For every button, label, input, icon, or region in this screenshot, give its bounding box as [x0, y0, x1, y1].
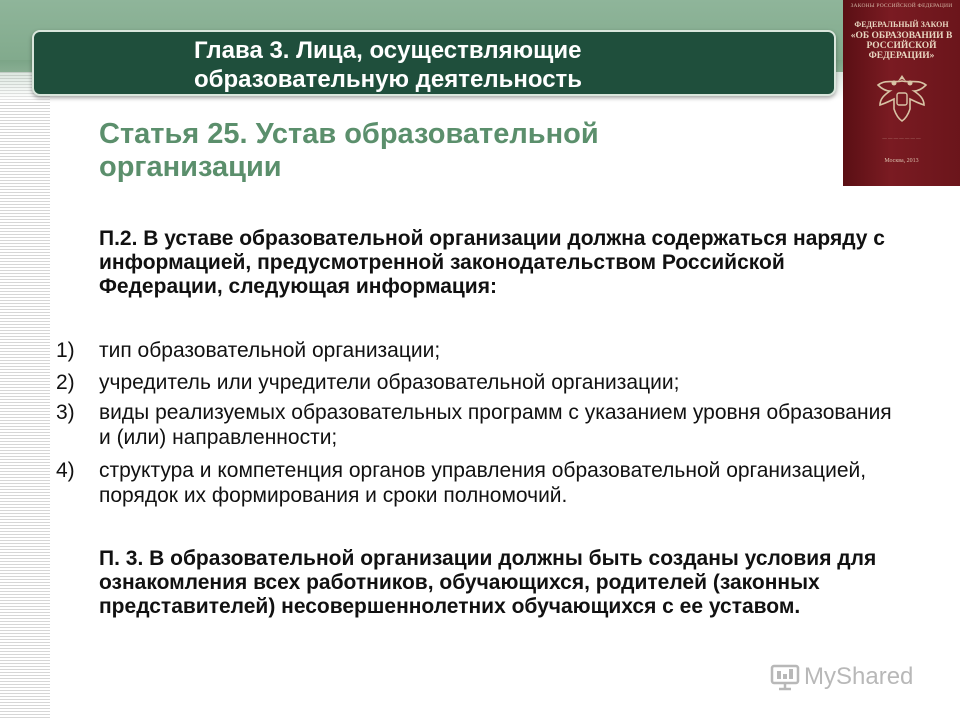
- book-small-print-decoration: — — — — — — —: [882, 135, 921, 140]
- list-item-text: виды реализуемых образовательных программ с указанием уровня образования и (или) направленности;: [99, 401, 892, 449]
- list-item-number: 4): [56, 459, 75, 482]
- book-law-label: ФЕДЕРАЛЬНЫЙ ЗАКОН: [854, 20, 949, 29]
- watermark-text: MyShared: [804, 663, 914, 690]
- left-stripe-decoration: [0, 0, 50, 720]
- presentation-icon: [770, 663, 800, 691]
- chapter-title-box: [32, 30, 836, 96]
- paragraph-2: П.2. В уставе образовательной организации должна содержаться наряду с информацией, предусмотренной законодательством Российской Федерации, следующая информация:: [99, 227, 885, 298]
- list-item-text: тип образовательной организации;: [99, 339, 441, 362]
- list-item-number: 3): [56, 401, 75, 424]
- list-item-number: 1): [56, 339, 75, 362]
- chapter-title-line-1: Глава 3. Лица, осуществляющие: [194, 37, 582, 64]
- list-item-text: структура и компетенция органов управления образовательной организацией, порядок их формирования и сроки полномочий.: [99, 459, 867, 507]
- chapter-title-line-2: образовательную деятельность: [194, 66, 583, 93]
- coat-of-arms-icon: [872, 69, 932, 127]
- list-item-number: 2): [56, 371, 75, 394]
- book-header: ЗАКОНЫ РОССИЙСКОЙ ФЕДЕРАЦИИ: [850, 3, 953, 9]
- book-city-year: Москва, 2013: [884, 158, 919, 164]
- paragraph-3: П. 3. В образовательной организации должны быть созданы условия для ознакомления всех работников, обучающихся, родителей (законных представителей) несовершеннолетних обучающихся с ее уставом.: [99, 547, 877, 618]
- article-title: Статья 25. Устав образовательной организации: [99, 118, 599, 183]
- watermark: [770, 662, 913, 692]
- law-book-cover-image: [843, 0, 960, 186]
- list-item-text: учредитель или учредители образовательной организации;: [99, 371, 680, 394]
- book-law-name: «ОБ ОБРАЗОВАНИИ В РОССИЙСКОЙ ФЕДЕРАЦИИ»: [850, 31, 953, 61]
